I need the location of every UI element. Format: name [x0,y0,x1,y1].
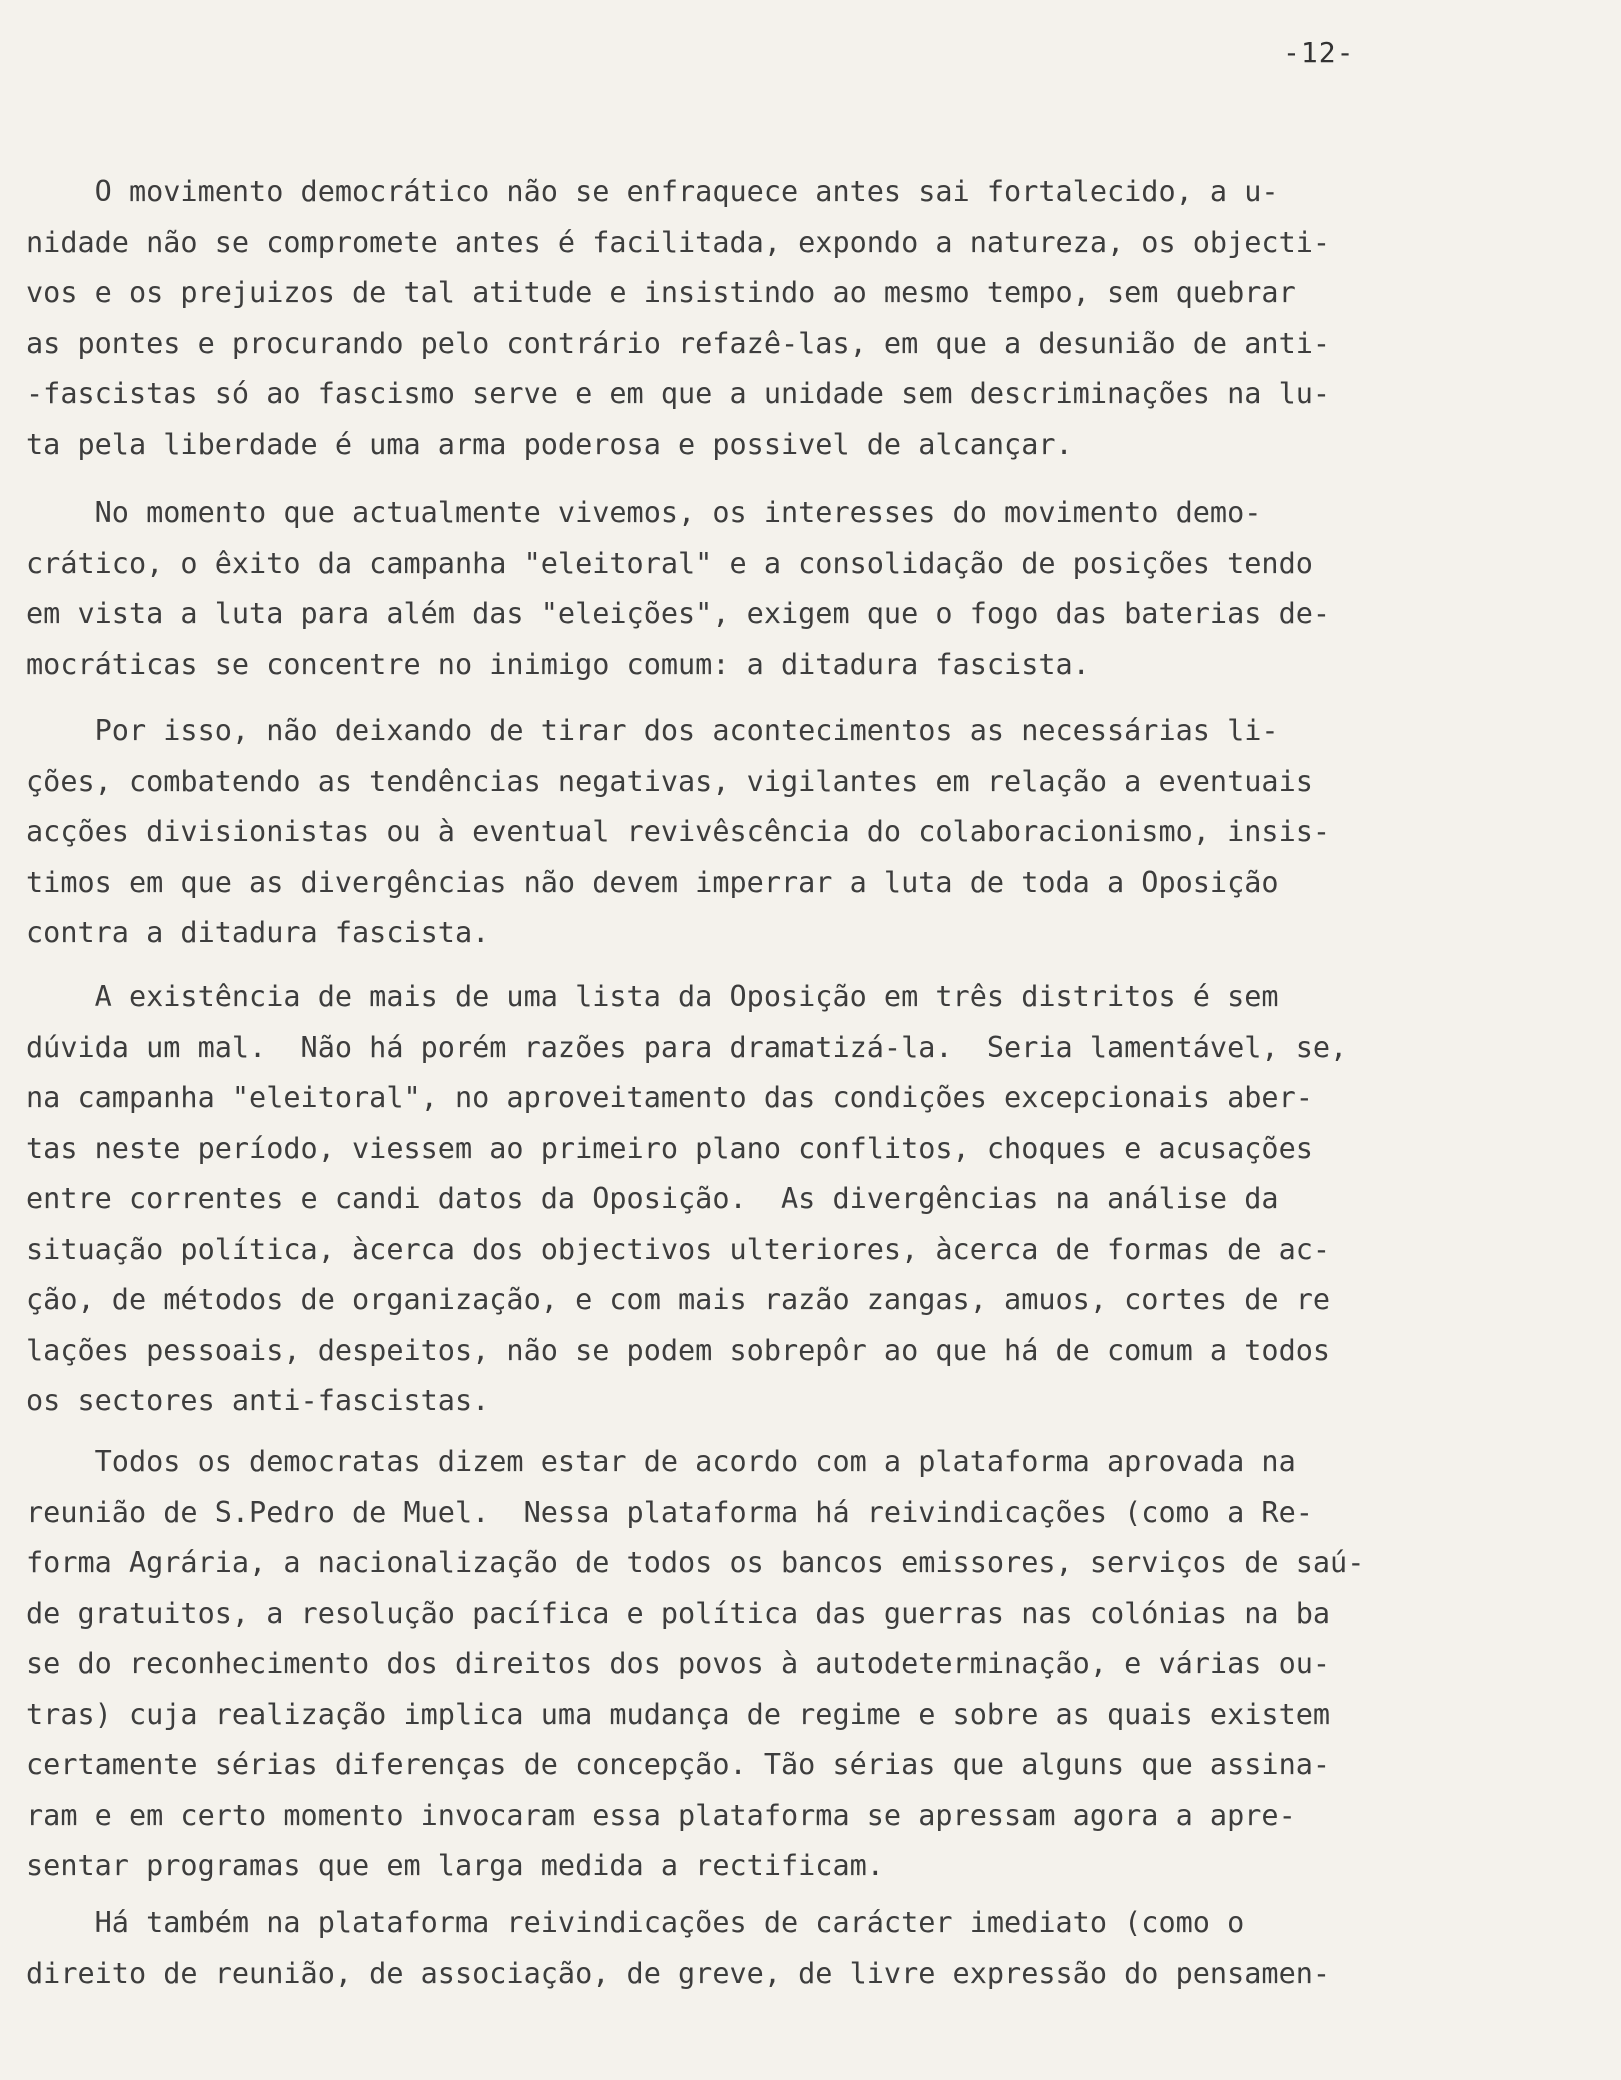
text-line: reunião de S.Pedro de Muel. Nessa plataforma há reivindicações (como a Re- [26,1495,1313,1529]
text-line: vos e os prejuizos de tal atitude e insistindo ao mesmo tempo, sem quebrar [26,276,1296,309]
text-line: na campanha "eleitoral", no aproveitamento das condições excepcionais aber- [26,1081,1313,1114]
paragraph-5 [26,1437,1446,1892]
paragraph-4 [26,972,1446,1427]
text-line: certamente sérias diferenças de concepção. Tão sérias que alguns que assina- [26,1748,1331,1781]
text-line: No momento que actualmente vivemos, os interesses do movimento demo- [26,496,1262,529]
text-line: dúvida um mal. Não há porém razões para dramatizá-la. Seria lamentável, se, [26,1030,1348,1064]
text-line: lações pessoais, despeitos, não se podem sobrepôr ao que há de comum a todos [26,1333,1331,1367]
text-line: situação política, àcerca dos objectivos ulteriores, àcerca de formas de ac- [26,1232,1331,1266]
text-line: Há também na plataforma reivindicações de carácter imediato (como o [26,1906,1245,1939]
text-line: tras) cuja realização implica uma mudança de regime e sobre as quais existem [26,1697,1331,1731]
text-line: Por isso, não deixando de tirar dos acontecimentos as necessárias li- [26,714,1279,747]
text-line: contra a ditadura fascista. [26,916,490,949]
paragraph-6 [26,1898,1446,1999]
text-line: se do reconhecimento dos direitos dos povos à autodeterminação, e várias ou- [26,1647,1331,1680]
text-line: os sectores anti-fascistas. [26,1384,490,1417]
text-line: as pontes e procurando pelo contrário refazê-las, em que a desunião de anti- [26,326,1331,360]
text-line: A existência de mais de uma lista da Oposição em três distritos é sem [26,980,1279,1013]
text-line: mocráticas se concentre no inimigo comum: a ditadura fascista. [26,647,1090,681]
text-line: acções divisionistas ou à eventual revivêscência do colaboracionismo, insis- [26,815,1331,848]
text-line: ções, combatendo as tendências negativas, vigilantes em relação a eventuais [26,764,1313,798]
paragraph-2 [26,488,1446,690]
paragraph-1 [26,167,1446,470]
text-line: entre correntes e candi datos da Oposição. As divergências na análise da [26,1182,1279,1215]
text-line: Todos os democratas dizem estar de acordo com a plataforma aprovada na [26,1445,1296,1478]
text-line: nidade não se compromete antes é facilitada, expondo a natureza, os objecti- [26,225,1331,259]
text-line: ram e em certo momento invocaram essa plataforma se apressam agora a apre- [26,1798,1296,1832]
text-line: ta pela liberdade é uma arma poderosa e possivel de alcançar. [26,427,1073,461]
text-line: direito de reunião, de associação, de greve, de livre expressão do pensamen- [26,1956,1331,1990]
text-line: sentar programas que em larga medida a rectificam. [26,1849,884,1882]
text-line: -fascistas só ao fascismo serve e em que a unidade sem descriminações na lu- [26,377,1331,410]
paragraph-3 [26,706,1446,959]
text-line: ção, de métodos de organização, e com mais razão zangas, amuos, cortes de re [26,1283,1331,1316]
text-line: de gratuitos, a resolução pacífica e política das guerras nas colónias na ba [26,1596,1331,1630]
text-line: timos em que as divergências não devem imperrar a luta de toda a Oposição [26,865,1279,899]
text-line: crático, o êxito da campanha "eleitoral" e a consolidação de posições tendo [26,546,1313,580]
text-line: tas neste período, viessem ao primeiro plano conflitos, choques e acusações [26,1131,1313,1165]
text-line: em vista a luta para além das "eleições", exigem que o fogo das baterias de- [26,597,1331,630]
text-line: O movimento democrático não se enfraquece antes sai fortalecido, a u- [26,175,1279,208]
text-line: forma Agrária, a nacionalização de todos os bancos emissores, serviços de saú- [26,1546,1365,1579]
page-number: -12- [1283,36,1355,69]
